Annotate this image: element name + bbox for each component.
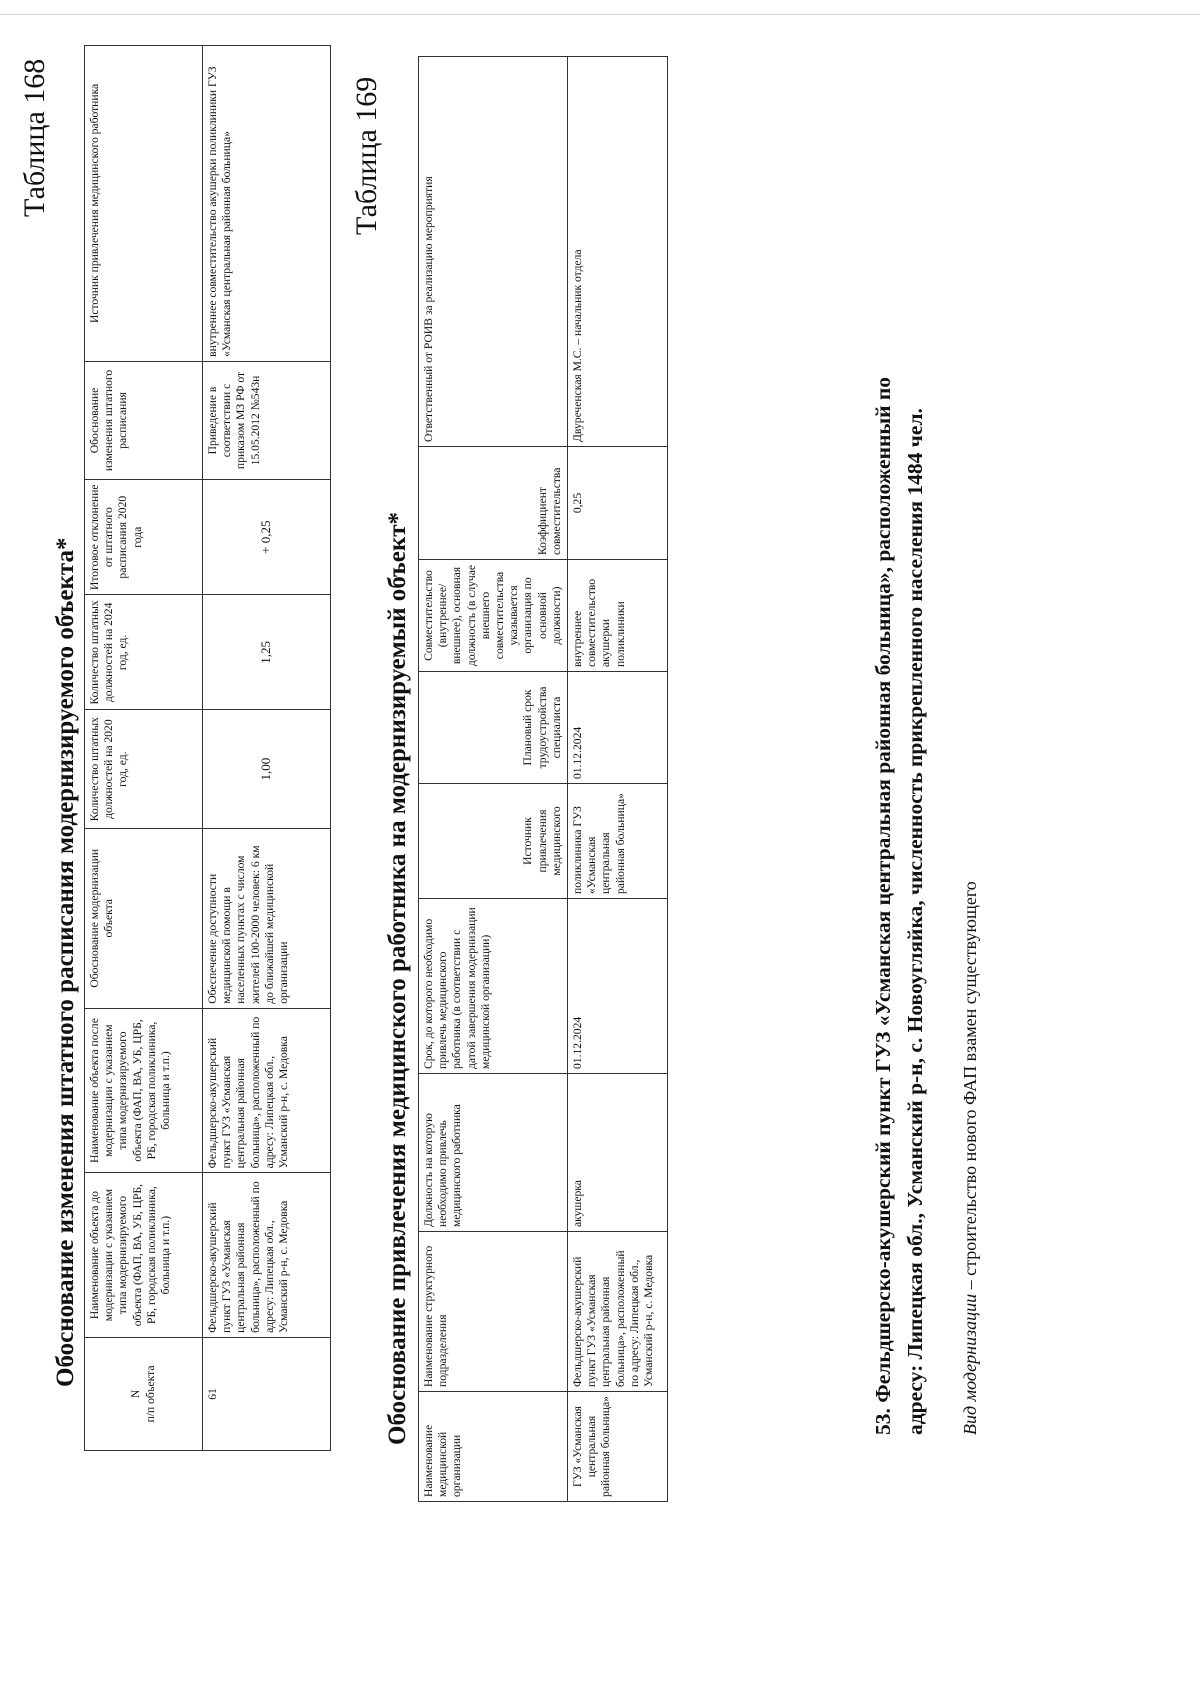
t169-cell-deadline: 01.12.2024 (568, 899, 668, 1074)
t168-cell-staff-2024: 1,25 (203, 595, 331, 710)
t168-cell-worker-source: внутреннее совместительство акушерки поликлиники ГУЗ «Усманская центральная районная больница» (203, 46, 331, 362)
table-row (203, 46, 331, 1451)
t168-header-staff-2024: Количество штатных должностей на 2024 год, ед. (85, 595, 203, 710)
t168-header-staff-change-basis: Обоснование изменения штатного расписания (85, 361, 203, 479)
t169-header-planned-date: Плановый срок трудоустройства специалиста (419, 672, 568, 784)
t168-cell-staff-2020: 1,00 (203, 710, 331, 828)
t168-header-number: N п/п объекта (85, 1337, 203, 1450)
t169-header-deadline: Срок, до которого необходимо привлечь медицинского работника (в соответствии с датой завершения модернизации медицинской организации) (419, 899, 568, 1074)
t168-header-object-before: Наименование объекта до модернизации с указанием типа модернизируемого объекта (ФАП, ВА, УБ, ЦРБ, РБ, городская поликлиника, больница и т.п.) (85, 1173, 203, 1338)
t169-cell-organization: ГУЗ «Усманская центральная районная больница» (568, 1392, 668, 1502)
t169-header-position: Должность на которую необходимо привлечь медицинского работника (419, 1074, 568, 1232)
t169-cell-responsible: Двуреченская М.С. – начальник отдела (568, 57, 668, 447)
t169-header-coefficient: Коэффициент совместительства (419, 447, 568, 560)
t169-cell-planned-date: 01.12.2024 (568, 672, 668, 784)
section-53-heading-line-2: адресу: Липецкая обл., Усманский р-н, с. Новоугляйка, численность прикрепленного населения 1484 чел. (903, 408, 927, 1435)
t169-header-organization: Наименование медицинской организации (419, 1392, 568, 1502)
t168-cell-number: 61 (203, 1337, 331, 1450)
modernization-type-label: Вид модернизации (960, 1293, 980, 1435)
t169-cell-part-time: внутреннее совместительство акушерки поликлиники (568, 560, 668, 672)
t169-cell-coefficient: 0,25 (568, 447, 668, 560)
t168-cell-object-after: Фельдшерско-акушерский пункт ГУЗ «Усманская центральная районная больница», расположенный по адресу: Липецкая обл., Усманский р-н, с. Медовка (203, 1008, 331, 1173)
t168-header-deviation: Итоговое отклонение от штатного расписания 2020 года (85, 480, 203, 595)
t168-cell-justification: Обеспечение доступности медицинской помощи в населенных пунктах с числом жителей 100-2000 человек: 6 км до ближайшей медицинской организации (203, 828, 331, 1008)
table-169-caption: Таблица 169 (350, 76, 383, 235)
modernization-type (960, 881, 981, 1435)
t168-cell-object-before: Фельдшерско-акушерский пункт ГУЗ «Усманская центральная районная больница», расположенный по адресу: Липецкая обл., Усманский р-н, с. Медовка (203, 1173, 331, 1338)
t169-header-subdivision: Наименование структурного подразделения (419, 1232, 568, 1392)
t168-cell-deviation: + 0,25 (203, 480, 331, 595)
t169-header-part-time: Совместительство (внутреннее/внешнее), основная должность (в случае внешнего совместительства указывается организация по основной должности) (419, 560, 568, 672)
table-row (568, 57, 668, 1502)
table-168-caption: Таблица 168 (18, 58, 51, 217)
table-169-header-row (419, 57, 568, 1502)
t169-cell-position: акушерка (568, 1074, 668, 1232)
t169-header-source: Источник привлечения медицинского (419, 784, 568, 899)
t169-cell-source: поликлиника ГУЗ «Усманская центральная районная больница» (568, 784, 668, 899)
t168-header-staff-2020: Количество штатных должностей на 2020 год, ед. (85, 710, 203, 828)
table-169 (418, 56, 668, 1502)
t168-header-object-after: Наименование объекта после модернизации с указанием типа модернизируемого объекта (ФАП, ВА, УБ, ЦРБ, РБ, городская поликлиника, больница и т.п.) (85, 1008, 203, 1173)
table-169-title: Обоснование привлечения медицинского работника на модернизируемый объект* (384, 511, 411, 1445)
section-53-heading-line-1: 53. Фельдшерско-акушерский пункт ГУЗ «Усманская центральная районная больница», расположенный по (871, 376, 895, 1435)
modernization-type-value: – строительство нового ФАП взамен существующего (960, 881, 980, 1294)
t168-header-justification: Обоснование модернизации объекта (85, 828, 203, 1008)
table-168-title: Обоснование изменения штатного расписания модернизируемого объекта* (52, 537, 79, 1387)
t169-header-responsible: Ответственный от РОИВ за реализацию мероприятия (419, 57, 568, 447)
table-168-header-row (85, 46, 203, 1451)
t168-header-worker-source: Источник привлечения медицинского работника (85, 46, 203, 362)
t168-cell-staff-change-basis: Приведение в соответствии с приказом МЗ РФ от 15.05.2012 №543н (203, 361, 331, 479)
t169-cell-subdivision: Фельдшерско-акушерский пункт ГУЗ «Усманская центральная районная больница», расположенный по адресу: Липецкая обл., Усманский р-н, с. Медовка (568, 1232, 668, 1392)
table-168 (84, 45, 331, 1451)
